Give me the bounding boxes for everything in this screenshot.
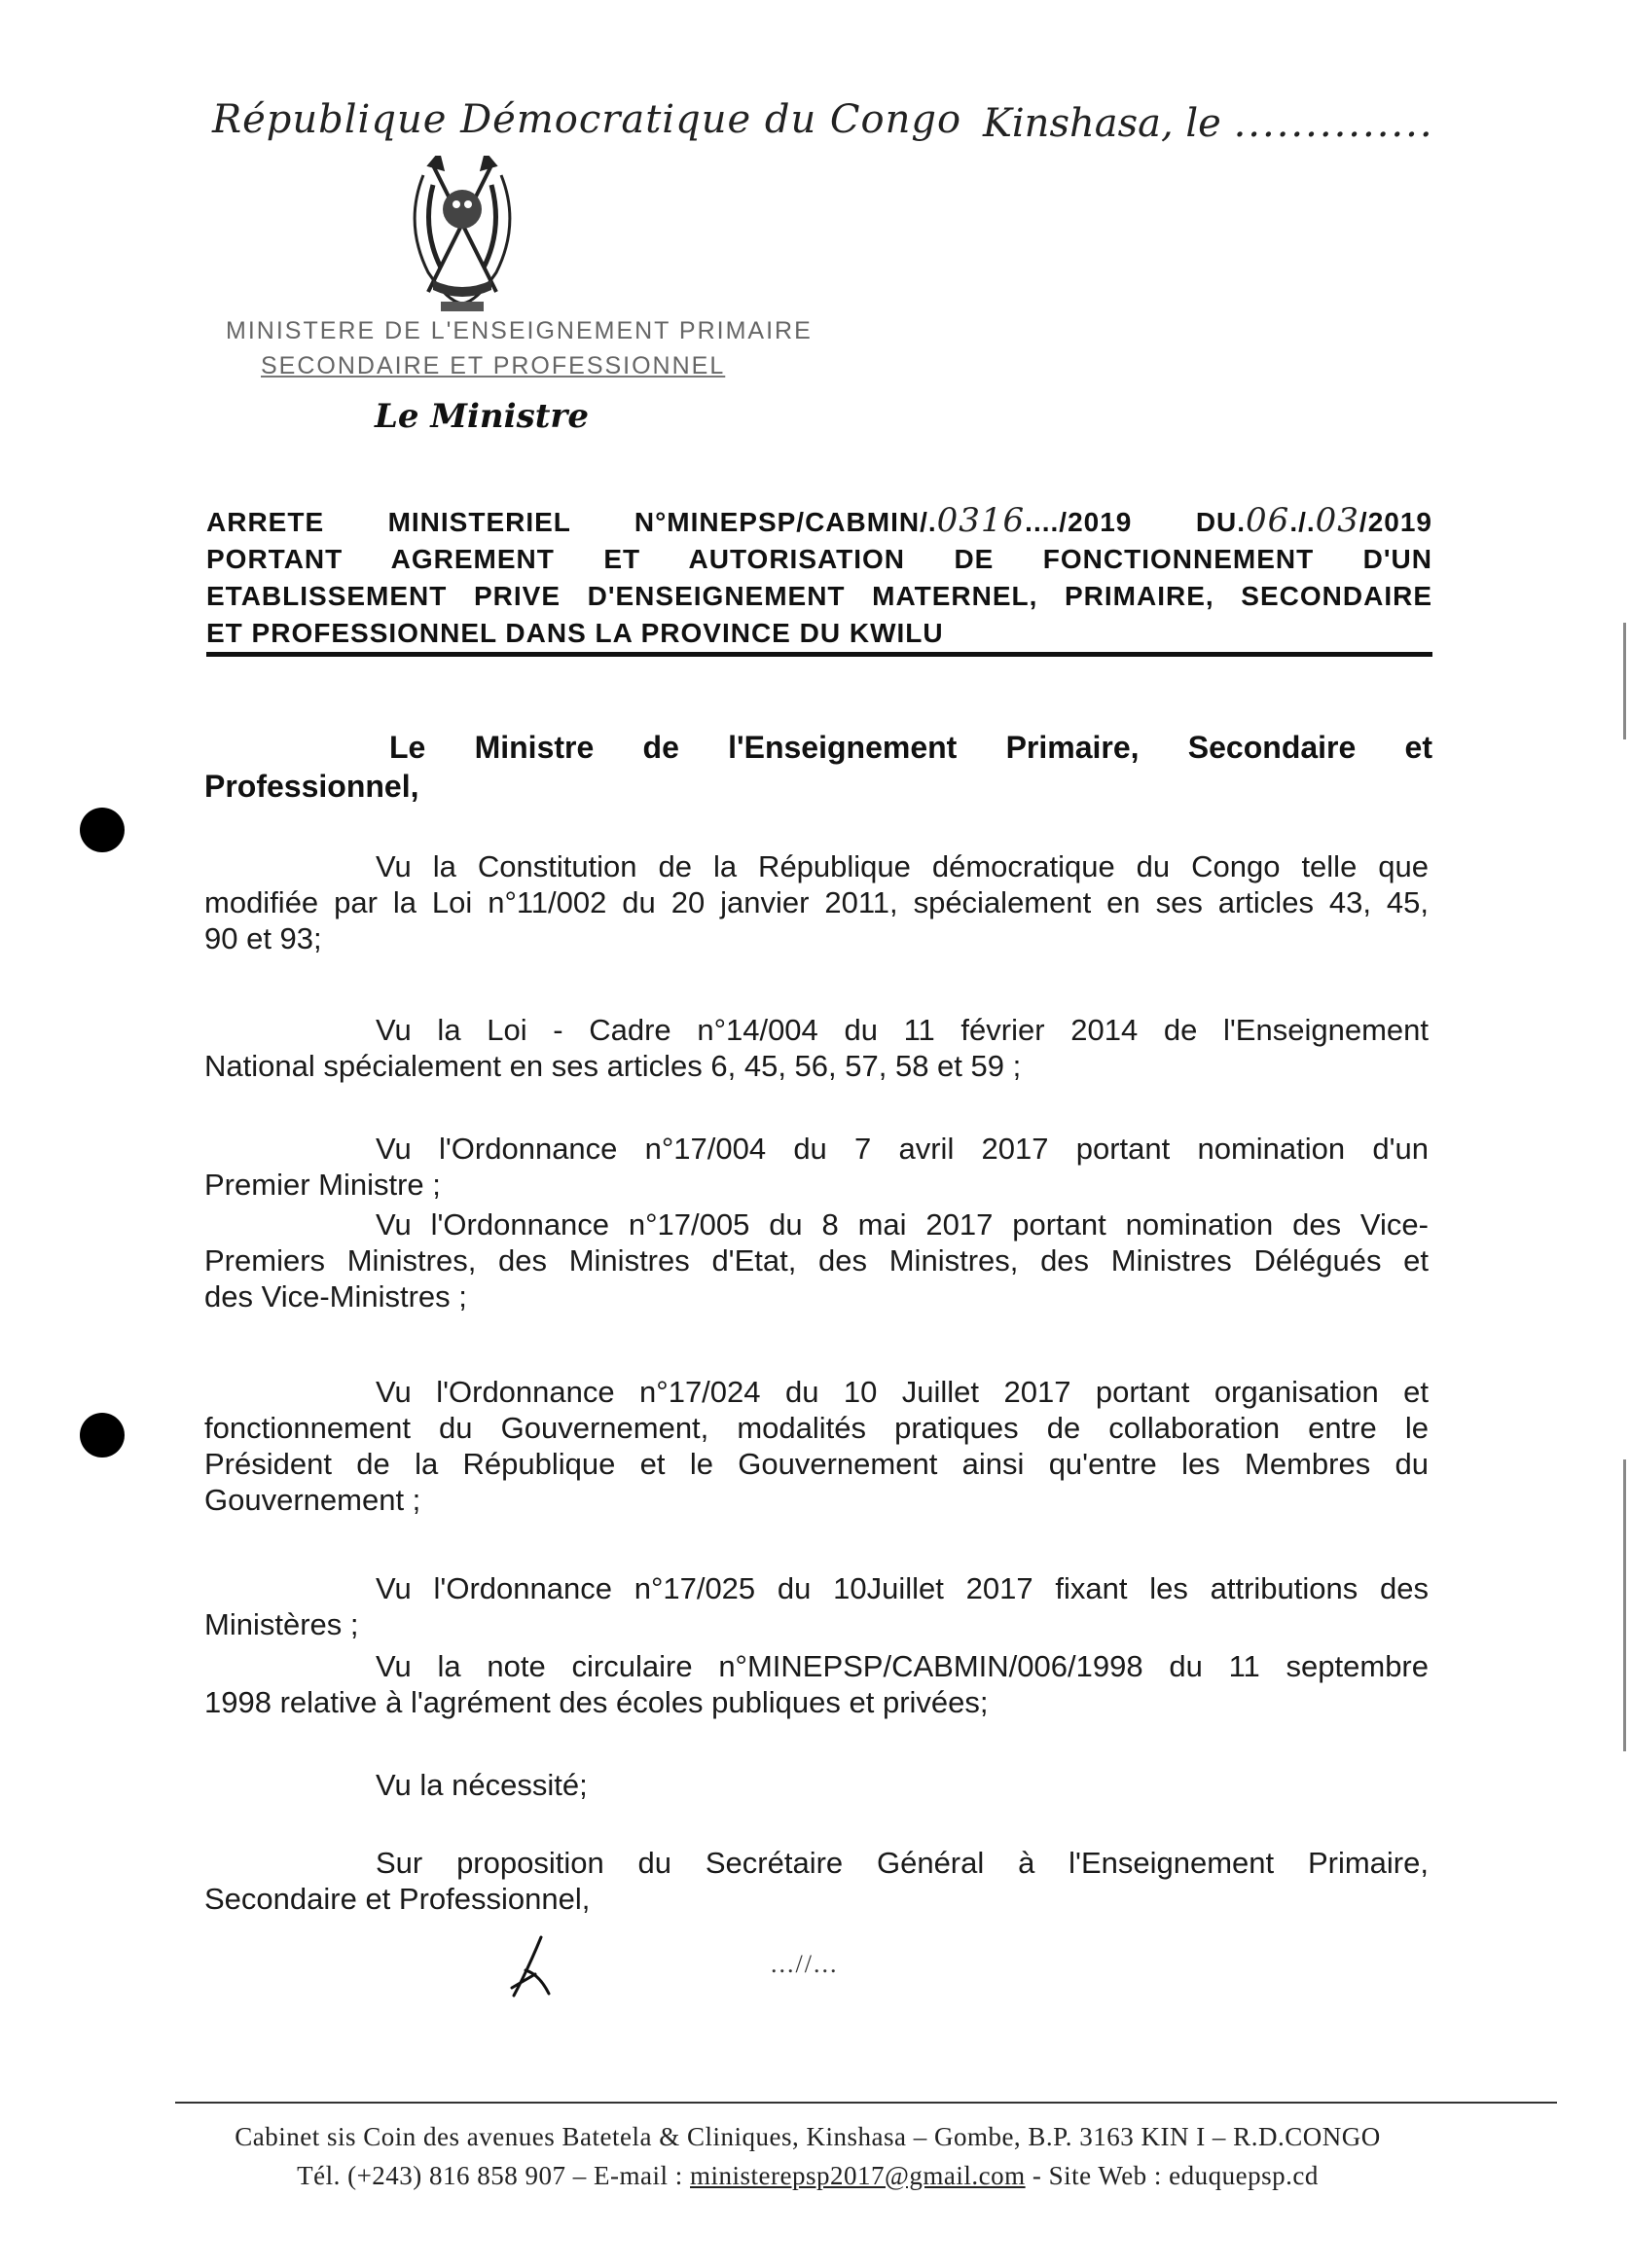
footer-contact: Tél. (+243) 816 858 907 – E-mail : ministerepsp2017@gmail.com - Site Web : eduquepsp.cd [297,2161,1319,2190]
ministry-line-1: MINISTERE DE L'ENSEIGNEMENT PRIMAIRE [226,317,813,344]
scan-margin-mark [1623,623,1626,739]
punch-hole-icon [80,808,125,852]
footer [136,2117,1479,2195]
arrete-date: DU.06./.03/2019 [1195,501,1432,540]
considerant-constitution: Vu la Constitution de la République démocratique du Congo telle que modifiée par la Loi n°11/002 du 20 janvier 2011, spécialement en ses articles 43, 45, 90 et 93; [204,849,1429,955]
minister-heading-line-1: Le Ministre de l'Enseignement Primaire, Secondaire et [389,730,1432,765]
footer-email-link[interactable]: ministerepsp2017@gmail.com [690,2161,1026,2190]
punch-hole-icon [80,1413,125,1458]
handwritten-day: 06 [1246,501,1290,540]
ministry-line-2: SECONDAIRE ET PROFESSIONNEL [261,352,726,379]
handwritten-number: 0316 [936,501,1026,540]
arrete-label: ARRETE MINISTERIEL [206,507,571,537]
considerant-ordonnance-17-005: Vu l'Ordonnance n°17/005 du 8 mai 2017 portant nomination des Vice- Premiers Ministres, des Ministres d'Etat, des Ministres, des Ministres Délégués et des Vice-Ministres ; [204,1207,1429,1314]
arrete-reference: N°MINEPSP/CABMIN/.0316..../2019 [634,501,1133,540]
place-date [983,101,1434,146]
considerant-ordonnance-17-024: Vu l'Ordonnance n°17/024 du 10 Juillet 2017 portant organisation et fonctionnement du Gouvernement, modalités pratiques de collaboration entre le Président de la République et le Gouvernement ainsi qu'entre les Membres du Gouvernement ; [204,1375,1429,1517]
footer-address: Cabinet sis Coin des avenues Batetela & Cliniques, Kinshasa – Gombe, B.P. 3163 KIN I – R.D.CONGO [235,2122,1381,2151]
considerant-note-circulaire: Vu la note circulaire n°MINEPSP/CABMIN/006/1998 du 11 septembre 1998 relative à l'agrément des écoles publiques et privées; [204,1649,1429,1719]
minister-heading [204,728,1432,806]
considerant-necessite: Vu la nécessité; [376,1768,588,1802]
initial-signature-icon [506,1931,564,1999]
title-divider [206,652,1432,657]
handwritten-month: 03 [1315,501,1359,540]
place-label: Kinshasa, le [983,101,1221,146]
considerant-ordonnance-17-025: Vu l'Ordonnance n°17/025 du 10Juillet 2017 fixant les attributions des Ministères ; [204,1571,1429,1641]
ministry-stamp [226,313,813,383]
arrete-title [206,502,1432,652]
signatory-title: Le Ministre [375,397,589,436]
date-blank: .............. [1233,101,1434,146]
scan-margin-mark [1623,1459,1626,1751]
considerant-ordonnance-17-004: Vu l'Ordonnance n°17/004 du 7 avril 2017 portant nomination d'un Premier Ministre ; [204,1132,1429,1202]
footer-divider [175,2102,1557,2104]
arrete-line-3: ETABLISSEMENT PRIVE D'ENSEIGNEMENT MATERNEL, PRIMAIRE, SECONDAIRE [206,581,1432,611]
arrete-line-4: ET PROFESSIONNEL DANS LA PROVINCE DU KWILU [206,618,944,648]
considerant-loi-cadre: Vu la Loi - Cadre n°14/004 du 11 février 2014 de l'Enseignement National spécialement en ses articles 6, 45, 56, 57, 58 et 59 ; [204,1013,1429,1083]
republic-header: République Démocratique du Congo [212,97,962,142]
considerant-proposition: Sur proposition du Secrétaire Général à l'Enseignement Primaire, Secondaire et Professionnel, [204,1846,1429,1916]
continuation-marker: ...//... [771,1950,839,1978]
arrete-line-2: PORTANT AGREMENT ET AUTORISATION DE FONCTIONNEMENT D'UN [206,544,1432,574]
minister-heading-line-2: Professionnel, [204,769,419,804]
coat-of-arms-icon [394,156,530,316]
arrete-line-1 [206,502,1432,541]
